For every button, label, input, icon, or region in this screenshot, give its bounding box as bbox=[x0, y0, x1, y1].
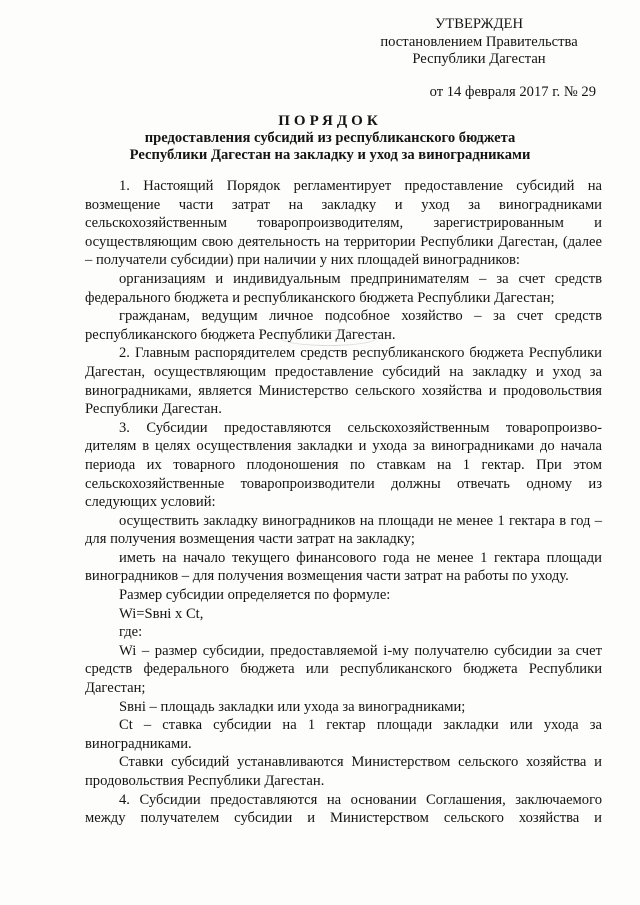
paragraph-1-item-citizens: гражданам, ведущим личное подсобное хозяйство – за счет средств республиканского бюджета Республики Дагестан. bbox=[85, 308, 602, 343]
paragraph-4: 4. Субсидии предоставляются на основании Соглашения, заключаемого между получателем субсидии и Министерством сельского хозяйства и bbox=[85, 791, 602, 827]
formula-def-ct: Ct – ставка субсидии на 1 гектар площади закладки или ухода за виноградниками. bbox=[85, 717, 602, 752]
formula-def-svni: Sвнi – площадь закладки или ухода за виноградниками; bbox=[119, 698, 466, 715]
paragraph-3-condition-2: иметь на начало текущего финансового года не менее 1 гектара площади виноградников – для получения возмещения части затрат на работы по уходу. bbox=[85, 549, 602, 585]
title-subtitle-line-1: предоставления субсидий из республиканского бюджета bbox=[144, 130, 516, 146]
rates-paragraph: Ставки субсидий устанавливаются Министерством сельского хозяйства и продовольствия Республики Дагестан. bbox=[85, 754, 602, 789]
document-body bbox=[85, 177, 602, 828]
approval-republic: Республики Дагестан bbox=[412, 51, 546, 67]
formula-def-wi: Wi – размер субсидии, предоставляемой i-му получателю субсидии за счет средств федерального бюджета или республиканского бюджета Республики Дагестан; bbox=[85, 642, 602, 697]
paragraph-1: 1. Настоящий Порядок регламентирует предоставление субсидий на возмещение части затрат на закладку и уход за виноградниками сельскохозяйственным товаропроизводителям, зарегистрированным и осуществляющим свою деятельность на территории Республики Дагестан, (далее – получатели субсидии) при наличии у них площадей виноградников: bbox=[85, 178, 602, 269]
paragraph-3-condition-1: осуществить закладку виноградников на площади не менее 1 гектара в год – для получения возмещения части затрат на закладку; bbox=[85, 512, 602, 548]
approval-heading: УТВЕРЖДЕН bbox=[435, 16, 523, 32]
approval-stamp-block bbox=[364, 16, 594, 101]
formula-intro: Размер субсидии определяется по формуле: bbox=[119, 587, 391, 604]
formula-where: где: bbox=[119, 624, 143, 641]
paragraph-1-item-organizations: организациям и индивидуальным предпринимателям – за счет средств федерального бюджета и республиканского бюджета Республики Дагестан; bbox=[85, 270, 602, 306]
approval-decree: постановлением Правительства bbox=[380, 33, 578, 50]
paragraph-2: 2. Главным распорядителем средств республиканского бюджета Республики Дагестан, осуществляющим предоставление субсидий на закладку и уход за виноградниками, является Министерство сельского хозяйства и продовольствия Республики Дагестан. bbox=[85, 345, 602, 418]
paragraph-3: 3. Субсидии предоставляются сельскохозяйственным товаропроизво-дителям в целях осуществления закладки и ухода за виноградниками до начала периода их товарного плодоношения по ставкам на 1 гектар. При этом сельскохозяйственные товаропроизводители должны отвечать одному из следующих условий: bbox=[85, 419, 602, 511]
formula: Wi=Sвнi х Ct, bbox=[119, 605, 204, 622]
approval-date: от 14 февраля 2017 г. № 29 bbox=[429, 83, 596, 100]
title-heading: ПОРЯДОК bbox=[278, 113, 382, 129]
document-title bbox=[60, 112, 600, 164]
title-subtitle-line-2: Республики Дагестан на закладку и уход за виноградниками bbox=[129, 147, 531, 163]
